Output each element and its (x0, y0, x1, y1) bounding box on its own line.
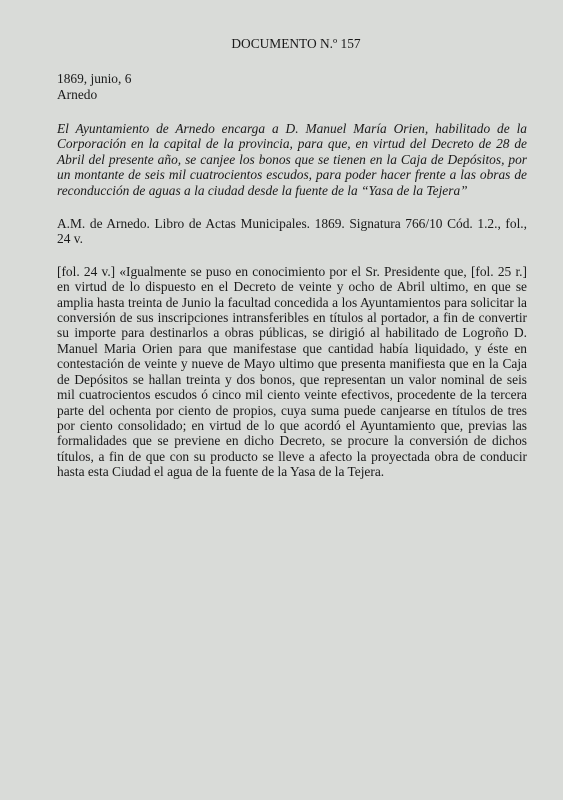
document-place: Arnedo (57, 87, 98, 102)
document-date: 1869, junio, 6 (57, 71, 132, 86)
document-title: DOCUMENTO N.º 157 (231, 36, 361, 51)
document-body: [fol. 24 v.] «Igualmente se puso en conocimiento por el Sr. Presidente que, [fol. 25 r.] en virtud de lo dispuesto en el Decreto de veinte y ocho de Abril ultimo, en que se amplia hasta treinta de Junio la facultad concedida a los Ayuntamientos para solicitar la conversión de sus inscripciones intransferibles en títulos al portador, a fin de convertir su importe para destinarlos a obras públicas, se dirigió al habilitado de Logroño D. Manuel Maria Orien para que manifestase que cantidad había liquidado, y éste en contestación de veinte y nueve de Mayo ultimo que presenta manifiesta que en la Caja de Depósitos se hallan treinta y dos bonos, que representan un valor nominal de seis mil cuatrocientos escudos ó cinco mil ciento veinte efectivos, procedente de la tercera parte del ochenta por ciento de propios, cuya suma puede canjearse en títulos de tres por ciento consolidado; en virtud de lo que acordó el Ayuntamiento que, previas las formalidades que se previene en dicho Decreto, se procure la conversión de dichos títulos, a fin de que con su producto se lleve a afecto la proyectada obra de conducir hasta esta Ciudad el agua de la fuente de la Yasa de la Tejera. (57, 263, 527, 480)
document-summary: El Ayuntamiento de Arnedo encarga a D. Manuel María Orien, habilitado de la Corporación en la capital de la provincia, para que, en virtud del Decreto de 28 de Abril del presente año, se canjee los bonos que se tienen en la Caja de Depósitos, por un montante de seis mil cuatrocientos escudos, para poder hacer frente a las obras de reconducción de aguas a la ciudad desde la fuente de la “Yasa de la Tejera” (57, 121, 527, 198)
document-source: A.M. de Arnedo. Libro de Actas Municipales. 1869. Signatura 766/10 Cód. 1.2., fol., 24 v. (57, 216, 527, 247)
